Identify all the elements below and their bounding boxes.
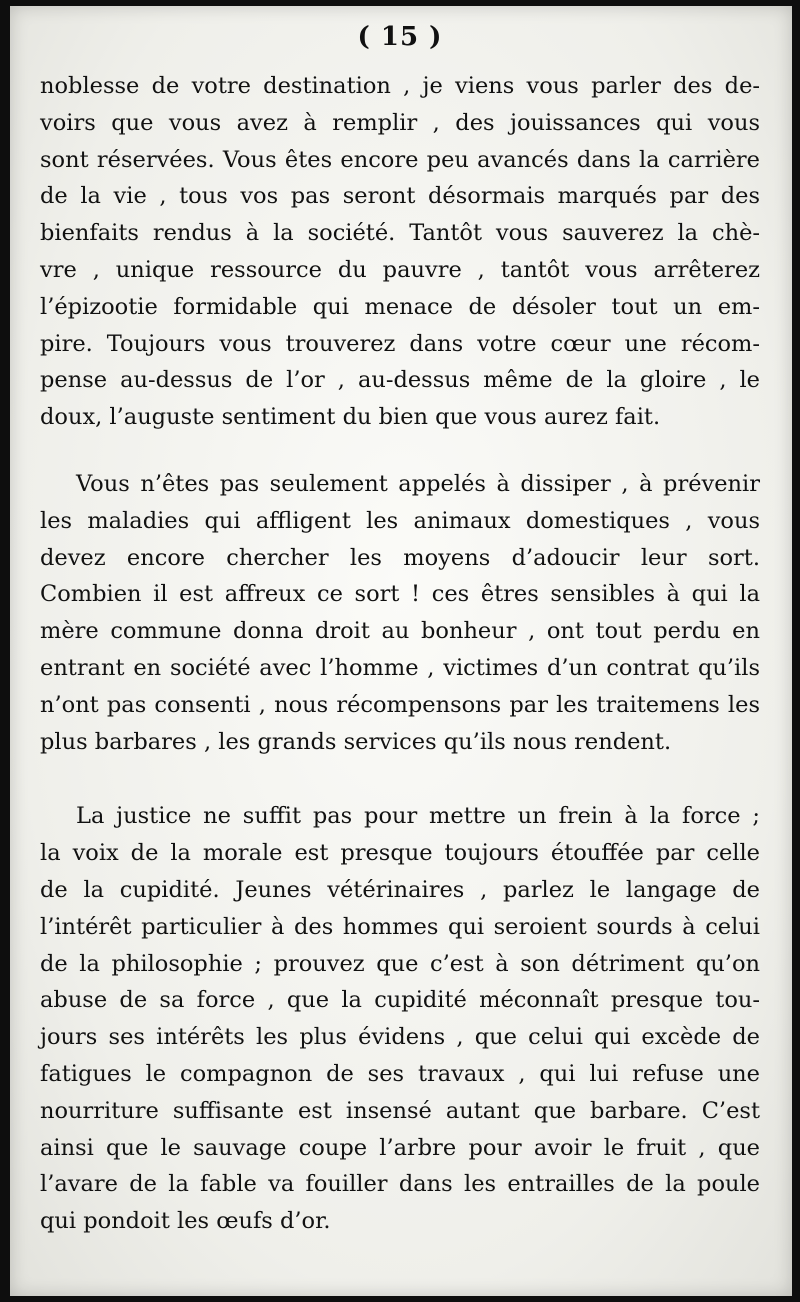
paragraph (40, 466, 760, 760)
text-line: la voix de la morale est presque toujours étouffée par celle (40, 840, 760, 867)
text-line: Combien il est affreux ce sort ! ces êtres sensibles à qui la (40, 581, 760, 608)
text-line: fatigues le compagnon de ses travaux , qui lui refuse une (40, 1060, 760, 1087)
text-line: l’épizootie formidable qui menace de désoler tout un em- (40, 293, 760, 320)
text-line: mère commune donna droit au bonheur , ont tout perdu en (40, 618, 760, 645)
text-line: sont réservées. Vous êtes encore peu avancés dans la carrière (40, 146, 760, 173)
text-line: abuse de sa force , que la cupidité méconnaît presque tou- (40, 987, 760, 1014)
text-line: La justice ne suffit pas pour mettre un frein à la force ; (76, 803, 760, 830)
text-line: entrant en société avec l’homme , victimes d’un contrat qu’ils (40, 654, 760, 681)
text-line: voirs que vous avez à remplir , des jouissances qui vous (40, 109, 760, 136)
text-line: de la cupidité. Jeunes vétérinaires , parlez le langage de (40, 876, 760, 903)
text-line: n’ont pas consenti , nous récompensons par les traitemens les (40, 691, 760, 718)
paragraph (40, 68, 760, 436)
text-line: de la vie , tous vos pas seront désormais marqués par des (40, 183, 760, 210)
paragraph (40, 798, 760, 1240)
text-line: nourriture suffisante est insensé autant que barbare. C’est (40, 1097, 760, 1124)
text-line: pense au-dessus de l’or , au-dessus même de la gloire , le (40, 367, 760, 394)
text-line: plus barbares , les grands services qu’ils nous rendent. (40, 728, 672, 755)
text-line: qui pondoit les œufs d’or. (40, 1208, 331, 1235)
text-line: pire. Toujours vous trouverez dans votre cœur une récom- (40, 330, 760, 357)
text-line: noblesse de votre destination , je viens vous parler des de- (40, 73, 760, 99)
text-line: doux, l’auguste sentiment du bien que vous aurez fait. (40, 404, 661, 431)
text-line: vre , unique ressource du pauvre , tantôt vous arrêterez (40, 256, 760, 283)
text-line: de la philosophie ; prouvez que c’est à son détriment qu’on (40, 950, 760, 977)
text-line: l’avare de la fable va fouiller dans les entrailles de la poule (40, 1171, 760, 1198)
text-line: bienfaits rendus à la société. Tantôt vous sauverez la chè- (40, 220, 760, 247)
text-line: l’intérêt particulier à des hommes qui seroient sourds à celui (40, 913, 760, 940)
text-line: ainsi que le sauvage coupe l’arbre pour avoir le fruit , que (40, 1134, 760, 1161)
text-line: jours ses intérêts les plus évidens , que celui qui excède de (40, 1024, 760, 1051)
page-body (40, 68, 760, 1240)
text-line: devez encore chercher les moyens d’adoucir leur sort. (40, 544, 760, 571)
text-line: les maladies qui affligent les animaux domestiques , vous (40, 507, 760, 534)
text-line: Vous n’êtes pas seulement appelés à dissiper , à prévenir (76, 470, 760, 497)
page-number: ( 15 ) (357, 22, 443, 52)
